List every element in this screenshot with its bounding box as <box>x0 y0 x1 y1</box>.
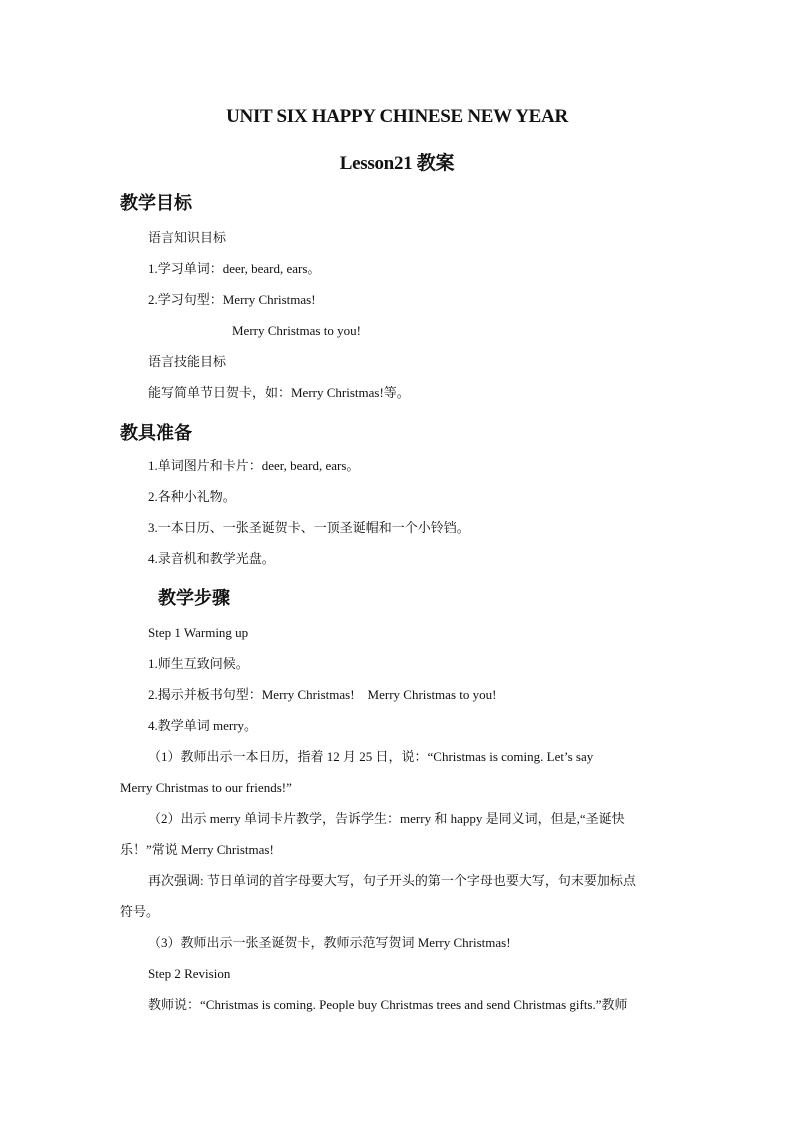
text-line: 4.录音机和教学光盘。 <box>148 551 275 566</box>
section-heading-objectives: 教学目标 <box>120 193 192 213</box>
text-line: Step 1 Warming up <box>148 625 249 640</box>
text-line: 2.揭示并板书句型：Merry Christmas! Merry Christmas to you! <box>148 687 497 702</box>
text-line: 乐！”常说 Merry Christmas! <box>120 842 274 857</box>
text-line: （1）教师出示一本日历，指着 12 月 25 日，说：“Christmas is coming. Let’s say <box>148 749 594 764</box>
document-subtitle: Lesson21 教案 <box>339 153 455 174</box>
text-line: 语言技能目标 <box>148 354 227 369</box>
text-line: Merry Christmas to you! <box>232 323 361 338</box>
text-line: 符号。 <box>120 904 160 919</box>
text-line: 1.师生互致问候。 <box>148 656 249 671</box>
text-line: 再次强调: 节日单词的首字母要大写，句子开头的第一个字母也要大写，句末要加标点 <box>148 873 636 888</box>
text-line: 2.各种小礼物。 <box>148 489 236 504</box>
text-line: 3.一本日历、一张圣诞贺卡、一顶圣诞帽和一个小铃铛。 <box>148 520 470 535</box>
section-heading-steps: 教学步骤 <box>158 588 230 608</box>
text-line: （3）教师出示一张圣诞贺卡，教师示范写贺词 Merry Christmas! <box>148 935 511 950</box>
text-line: 教师说：“Christmas is coming. People buy Christmas trees and send Christmas gifts.”教师 <box>148 997 628 1012</box>
text-line: （2）出示 merry 单词卡片教学，告诉学生：merry 和 happy 是同义词，但是,“圣诞快 <box>148 811 625 826</box>
section-heading-materials: 教具准备 <box>120 423 192 443</box>
text-line: 1.学习单词：deer, beard, ears。 <box>148 261 321 276</box>
text-line: 4.教学单词 merry。 <box>148 718 258 733</box>
text-line: 能写简单节日贺卡，如：Merry Christmas!等。 <box>148 385 410 400</box>
text-line: 1.单词图片和卡片：deer, beard, ears。 <box>148 458 360 473</box>
text-line: 语言知识目标 <box>148 230 227 245</box>
text-line: Merry Christmas to our friends!” <box>120 780 292 795</box>
document-title: UNIT SIX HAPPY CHINESE NEW YEAR <box>226 106 568 127</box>
text-line: Step 2 Revision <box>148 966 231 981</box>
text-line: 2.学习句型：Merry Christmas! <box>148 292 316 307</box>
